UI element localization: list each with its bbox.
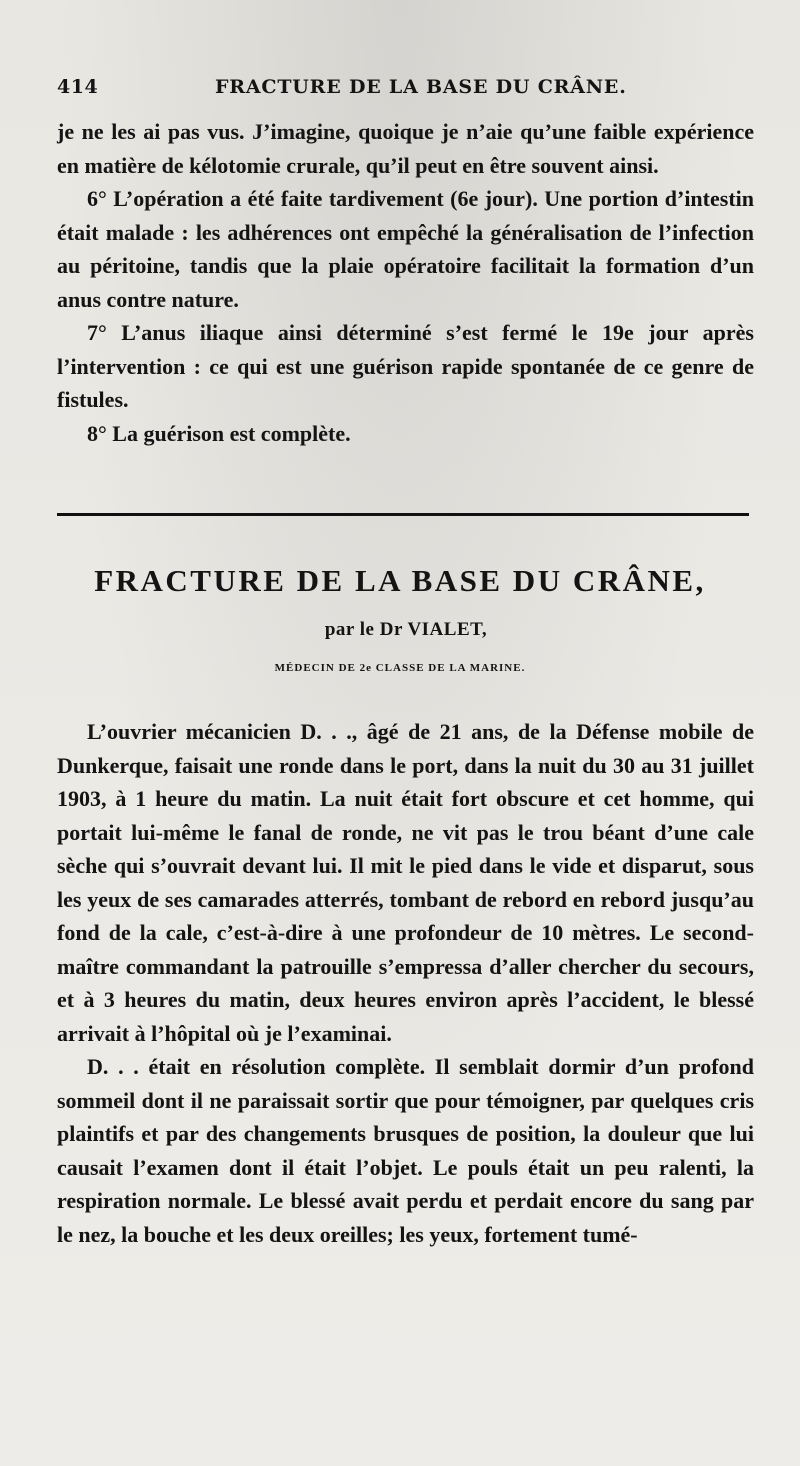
article-title: FRACTURE DE LA BASE DU CRÂNE, <box>94 563 706 598</box>
paragraph: D. . . était en résolution complète. Il semblait dormir d’un profond sommeil dont il ne paraissait sortir que pour témoigner, par quelques cris plaintifs et par des changements brusques de position, la douleur que lui causait l’examen dont il était l’objet. Le pouls était un peu ralenti, la respiration normale. Le blessé avait perdu et perdait encore du sang par le nez, la bouche et les deux oreilles; les yeux, fortement tumé- <box>57 1054 754 1247</box>
paragraph: 7° L’anus iliaque ainsi déterminé s’est fermé le 19e jour après l’intervention : ce qui est une guérison rapide spontanée de ce genre de fistules. <box>57 320 754 412</box>
article-body <box>57 715 754 1251</box>
section-divider <box>57 513 749 516</box>
author-affiliation: MÉDECIN DE 2e CLASSE DE LA MARINE. <box>274 662 526 674</box>
running-title: FRACTURE DE LA BASE DU CRÂNE. <box>215 76 627 98</box>
paragraph: 6° L’opération a été faite tardivement (6e jour). Une portion d’intestin était malade : les adhérences ont empêché la généralisation de l’infection au péritoine, tandis que la plaie opératoire facilitait la formation d’un anus contre nature. <box>57 186 754 312</box>
paragraph: je ne les ai pas vus. J’imagine, quoique je n’aie qu’une faible expérience en matière de kélotomie crurale, qu’il peut en être souvent ainsi. <box>57 119 754 178</box>
running-header <box>57 76 757 106</box>
page-number: 414 <box>57 76 99 98</box>
previous-article-text <box>57 115 754 450</box>
article-byline: par le Dr VIALET, <box>324 619 488 640</box>
paragraph: 8° La guérison est complète. <box>87 420 351 446</box>
paragraph: L’ouvrier mécanicien D. . ., âgé de 21 ans, de la Défense mobile de Dunkerque, faisait une ronde dans le port, dans la nuit du 30 au 31 juillet 1903, à 1 heure du matin. La nuit était fort obscure et cet homme, qui portait lui-même le fanal de ronde, ne vit pas le trou béant d’une cale sèche qui s’ouvrait devant lui. Il mit le pied dans le vide et disparut, sous les yeux de ses camarades atterrés, tombant de rebord en rebord jusqu’au fond de la cale, c’est-à-dire à une profondeur de 10 mètres. Le second-maître commandant la patrouille s’empressa d’aller chercher du secours, et à 3 heures du matin, deux heures environ après l’accident, le blessé arrivait à l’hôpital où je l’examinai. <box>57 719 754 1046</box>
